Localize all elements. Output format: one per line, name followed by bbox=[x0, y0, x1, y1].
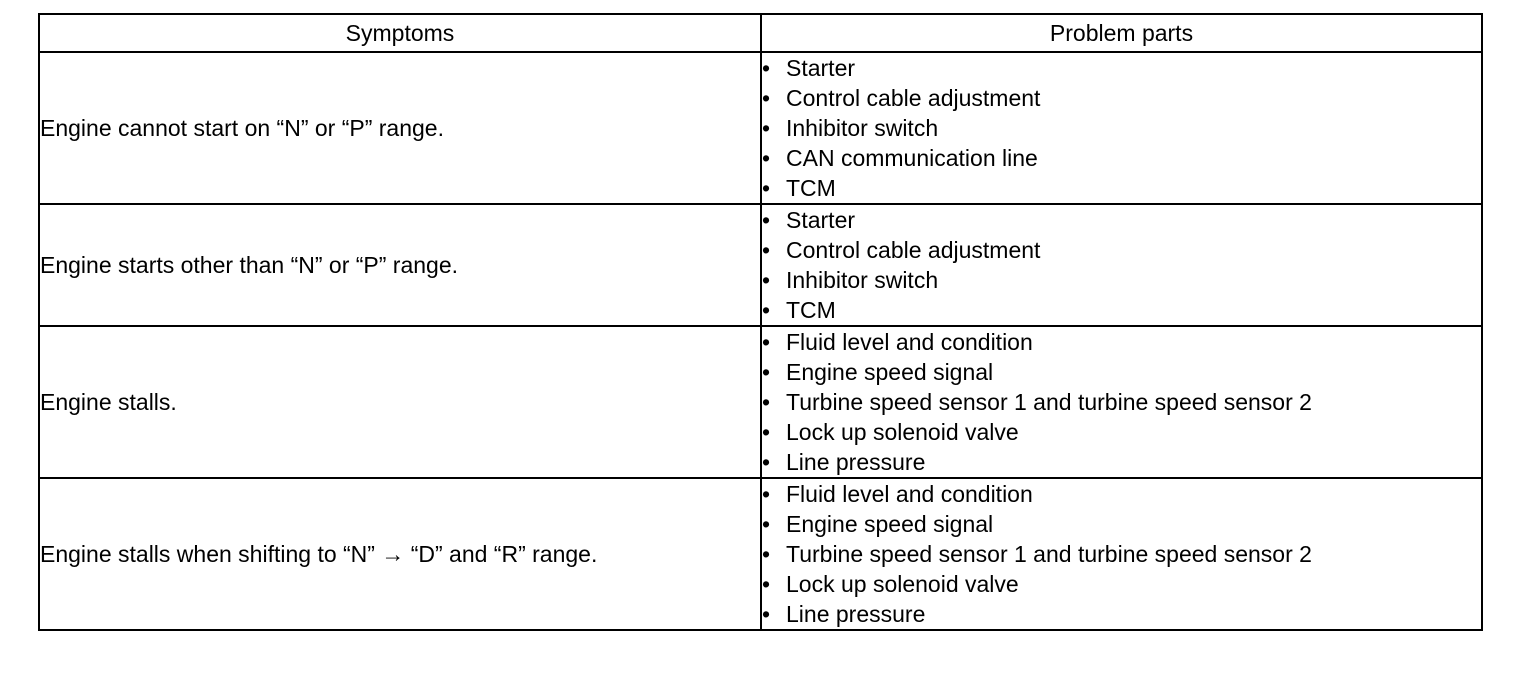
list-item bbox=[762, 417, 1481, 447]
part-label: Engine speed signal bbox=[786, 511, 994, 537]
part-label: Lock up solenoid valve bbox=[786, 419, 1019, 445]
bullet-icon: • bbox=[762, 55, 771, 81]
part-label: Control cable adjustment bbox=[786, 237, 1041, 263]
bullet-icon: • bbox=[762, 237, 771, 263]
table-header bbox=[39, 14, 1482, 52]
bullet-icon: • bbox=[762, 419, 771, 445]
part-label: Starter bbox=[786, 207, 856, 233]
list-item bbox=[762, 235, 1481, 265]
part-label: Turbine speed sensor 1 and turbine speed sensor 2 bbox=[786, 541, 1312, 567]
problem-parts-cell bbox=[761, 52, 1482, 204]
problem-parts-list bbox=[762, 479, 1481, 629]
part-label: Line pressure bbox=[786, 449, 926, 475]
bullet-icon: • bbox=[762, 601, 771, 627]
header-symptoms: Symptoms bbox=[39, 14, 761, 52]
part-label: Engine speed signal bbox=[786, 359, 994, 385]
list-item bbox=[762, 113, 1481, 143]
symptom-cell: Engine cannot start on “N” or “P” range. bbox=[39, 52, 761, 204]
bullet-icon: • bbox=[762, 297, 771, 323]
list-item bbox=[762, 295, 1481, 325]
table-row bbox=[39, 478, 1482, 630]
bullet-icon: • bbox=[762, 267, 771, 293]
list-item bbox=[762, 143, 1481, 173]
part-label: Fluid level and condition bbox=[786, 329, 1033, 355]
part-label: TCM bbox=[786, 175, 836, 201]
table-row bbox=[39, 204, 1482, 326]
problem-parts-list bbox=[762, 327, 1481, 477]
bullet-icon: • bbox=[762, 541, 771, 567]
part-label: TCM bbox=[786, 297, 836, 323]
list-item bbox=[762, 173, 1481, 203]
problem-parts-cell bbox=[761, 204, 1482, 326]
list-item bbox=[762, 599, 1481, 629]
list-item bbox=[762, 569, 1481, 599]
list-item bbox=[762, 479, 1481, 509]
part-label: Fluid level and condition bbox=[786, 481, 1033, 507]
bullet-icon: • bbox=[762, 389, 771, 415]
bullet-icon: • bbox=[762, 329, 771, 355]
symptom-cell: Engine stalls. bbox=[39, 326, 761, 478]
part-label: Lock up solenoid valve bbox=[786, 571, 1019, 597]
list-item bbox=[762, 539, 1481, 569]
problem-parts-cell bbox=[761, 326, 1482, 478]
bullet-icon: • bbox=[762, 571, 771, 597]
list-item bbox=[762, 509, 1481, 539]
part-label: CAN communication line bbox=[786, 145, 1038, 171]
list-item bbox=[762, 327, 1481, 357]
part-label: Inhibitor switch bbox=[786, 267, 939, 293]
symptom-cell: Engine starts other than “N” or “P” range. bbox=[39, 204, 761, 326]
bullet-icon: • bbox=[762, 359, 771, 385]
list-item bbox=[762, 205, 1481, 235]
table-row bbox=[39, 326, 1482, 478]
part-label: Control cable adjustment bbox=[786, 85, 1041, 111]
bullet-icon: • bbox=[762, 481, 771, 507]
bullet-icon: • bbox=[762, 85, 771, 111]
bullet-icon: • bbox=[762, 207, 771, 233]
table-body bbox=[39, 52, 1482, 630]
table-row bbox=[39, 52, 1482, 204]
list-item bbox=[762, 447, 1481, 477]
list-item bbox=[762, 387, 1481, 417]
problem-parts-cell bbox=[761, 478, 1482, 630]
bullet-icon: • bbox=[762, 115, 771, 141]
part-label: Starter bbox=[786, 55, 856, 81]
list-item bbox=[762, 265, 1481, 295]
part-label: Inhibitor switch bbox=[786, 115, 939, 141]
bullet-icon: • bbox=[762, 175, 771, 201]
list-item bbox=[762, 53, 1481, 83]
problem-parts-list bbox=[762, 53, 1481, 203]
symptom-cell: Engine stalls when shifting to “N” → “D” and “R” range. bbox=[39, 478, 761, 630]
list-item bbox=[762, 357, 1481, 387]
bullet-icon: • bbox=[762, 449, 771, 475]
header-problem-parts: Problem parts bbox=[761, 14, 1482, 52]
bullet-icon: • bbox=[762, 145, 771, 171]
bullet-icon: • bbox=[762, 511, 771, 537]
problem-parts-list bbox=[762, 205, 1481, 325]
part-label: Turbine speed sensor 1 and turbine speed sensor 2 bbox=[786, 389, 1312, 415]
list-item bbox=[762, 83, 1481, 113]
symptom-table bbox=[38, 13, 1483, 631]
header-row bbox=[39, 14, 1482, 52]
part-label: Line pressure bbox=[786, 601, 926, 627]
